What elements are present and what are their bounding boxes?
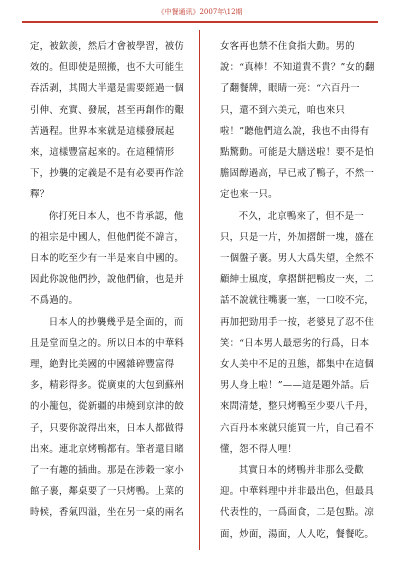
paragraph: 日本人的抄襲幾乎是全面的，而且是堂而皇之的。所以日本的中華料理，絶對比美國的中國雜碎豐富得多，精彩得多。從廣東的大包到蘇州的小籠包，從新疆的串燒到京津的餃子，只要你說得出來，日本人都做得出來。連北京烤鴨都有。筆者還目睹了一有趣的插曲。那是在涉穀一家小館子裹，鄰桌要了一只烤鴨。上菜的時候，香氣四溢，坐在另一桌的兩名: [30, 316, 185, 519]
paragraph: 定，被欽羨，然后才會被學習，被仿效的。但即使是照搬，也不大可能生吞活剥，其間大半還是需要經過一個引伸、充實、發展，甚至再創作的艱苦過程。世界本來就是這樣發展起來，這樣豐富起來的。在這種情形下，抄襲的定義是不是有必要再作詮釋？: [30, 41, 185, 201]
paragraph: 女客再也禁不住食指大動。男的說：“真棒！不知道貴不貴？”女的翻了翻餐牌，眼睛一亮：“六百丹一只，還不到六美元，咱也來只啦！”聽他們這么說，我也不由得有點驚動。可能是大膳送啦！要不是怕膽固醇過高，早已戒了鴨子，不然一定也來一只。: [220, 41, 375, 201]
paragraph: 不久，北京鴨來了，但不是一只，只是一片，外加摺餅一塊，盛在一個盤子裹。男人大爲失望，全然不顧紳士風度，拿摺餅把鴨皮一夾，二話不說就往嘴裹一塞，一口咬不完，再加把勁用手一按，老婆見了忍不住笑：“日本男人最惡劣的行爲，日本女人美中不足的丑態，都集中在這個男人身上啦！”——這是題外話。后來問清楚，整只烤鴨至少要八千丹，六百丹本來就只能買一片，自己看不懂，怨不得人哩！: [220, 210, 375, 455]
right-column: [220, 36, 378, 545]
paragraph: 其實日本的烤鴨并非那么受歡迎。中華料理中并非最出色，但最具代表性的，一爲面食，二是包點。凉面，炒面，湯面，人人吃，餐餐吃。: [220, 465, 375, 540]
paragraph: 你打死日本人，也不肯承認，他的祖宗是中國人，但他們從不諱言，日本的吃至少有一半是來自中國的。因此你說他們抄，說他們偷，也是并不爲過的。: [30, 210, 185, 307]
page-header: 《中餐通讯》2007年\12期: [22, 7, 378, 23]
column-divider: [199, 30, 200, 550]
left-column: [30, 36, 188, 524]
